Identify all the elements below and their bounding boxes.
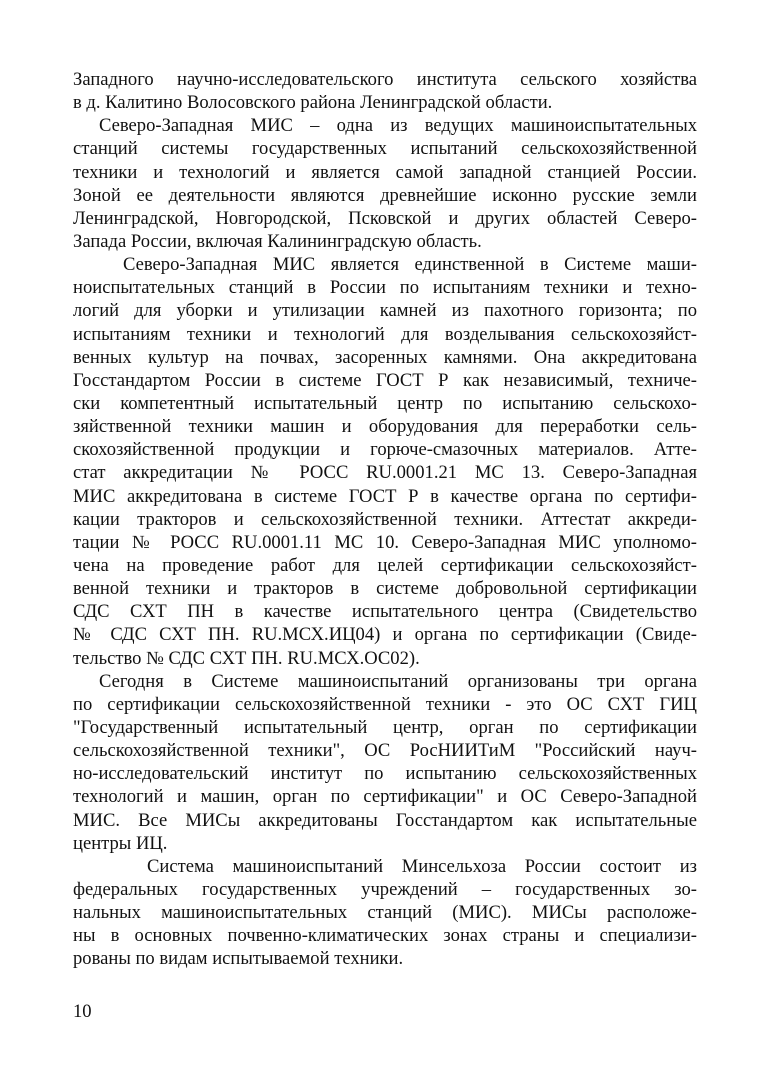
text-line: нальных машиноиспытательных станций (МИС). МИСы расположе- [73, 902, 697, 924]
text-line: логий для уборки и утилизации камней из пахотного горизонта; по [73, 300, 697, 322]
text-line: ноиспытательных станций в России по испытаниям техники и техно- [73, 277, 697, 299]
text-line: испытаниям техники и технологий для возделывания сельскохозяйст- [73, 323, 697, 345]
text-line: МИС. Все МИСы аккредитованы Госстандартом как испытательные [73, 809, 697, 831]
text-line: Зоной ее деятельности являются древнейшие исконно русские земли [73, 184, 697, 206]
text-line: технологий и машин, орган по сертификации" и ОС Северо-Западной [73, 786, 697, 808]
text-line: ски компетентный испытательный центр по испытанию сельскохо- [73, 392, 697, 414]
text-line: тации № РОСС RU.0001.11 МС 10. Северо-Западная МИС уполномо- [73, 531, 697, 553]
text-line: Запада России, включая Калининградскую область. [73, 230, 482, 252]
text-line: МИС аккредитована в системе ГОСТ Р в качестве органа по сертифи- [73, 485, 697, 507]
text-line: в д. Калитино Волосовского района Ленинградской области. [73, 92, 553, 114]
text-line: рованы по видам испытываемой техники. [73, 948, 404, 970]
page-number: 10 [73, 1001, 92, 1022]
text-line: по сертификации сельскохозяйственной техники - это ОС СХТ ГИЦ [73, 693, 697, 715]
text-line: венных культур на почвах, засоренных камнями. Она аккредитована [73, 346, 697, 368]
text-line: но-исследовательский институт по испытанию сельскохозяйственных [73, 763, 697, 785]
page-body [73, 68, 697, 970]
text-line: станций системы государственных испытаний сельскохозяйственной [73, 138, 697, 160]
text-line: Система машиноиспытаний Минсельхоза России состоит из [147, 855, 697, 877]
paragraph-5 [73, 855, 697, 971]
paragraph-4 [73, 670, 697, 855]
text-line: Северо-Западная МИС – одна из ведущих машиноиспытательных [99, 115, 697, 137]
text-line: ны в основных почвенно-климатических зонах страны и специализи- [73, 925, 697, 947]
text-line: тельство № СДС СХТ ПН. RU.МСХ.ОС02). [73, 647, 420, 669]
paragraph-2 [73, 114, 697, 253]
text-line: центры ИЦ. [73, 832, 168, 854]
text-line: Госстандартом России в системе ГОСТ Р как независимый, техниче- [73, 369, 697, 391]
text-line: кации тракторов и сельскохозяйственной техники. Аттестат аккреди- [73, 508, 697, 530]
text-line: "Государственный испытательный центр, орган по сертификации [73, 716, 697, 738]
text-line: Сегодня в Системе машиноиспытаний организованы три органа [99, 670, 697, 692]
text-line: стат аккредитации № РОСС RU.0001.21 МС 13. Северо-Западная [73, 462, 697, 484]
text-line: техники и технологий и является самой западной станцией России. [73, 161, 697, 183]
text-line: зяйственной техники машин и оборудования для переработки сель- [73, 416, 697, 438]
text-line: Северо-Западная МИС является единственной в Системе маши- [123, 254, 697, 276]
text-line: Ленинградской, Новгородской, Псковской и других областей Северо- [73, 207, 697, 229]
text-line: Западного научно-исследовательского института сельского хозяйства [73, 69, 697, 90]
paragraph-1 [73, 68, 697, 114]
paragraph-3 [73, 253, 697, 670]
text-line: СДС СХТ ПН в качестве испытательного центра (Свидетельство [73, 601, 697, 623]
text-line: № СДС СХТ ПН. RU.МСХ.ИЦ04) и органа по сертификации (Свиде- [73, 624, 697, 646]
text-line: венной техники и тракторов в системе добровольной сертификации [73, 578, 697, 600]
text-line: сельскохозяйственной техники", ОС РосНИИТиМ "Российский науч- [73, 740, 697, 762]
text-line: скохозяйственной продукции и горюче-смазочных материалов. Атте- [73, 439, 697, 461]
text-line: федеральных государственных учреждений – государственных зо- [73, 878, 697, 900]
text-line: чена на проведение работ для целей сертификации сельскохозяйст- [73, 554, 697, 576]
